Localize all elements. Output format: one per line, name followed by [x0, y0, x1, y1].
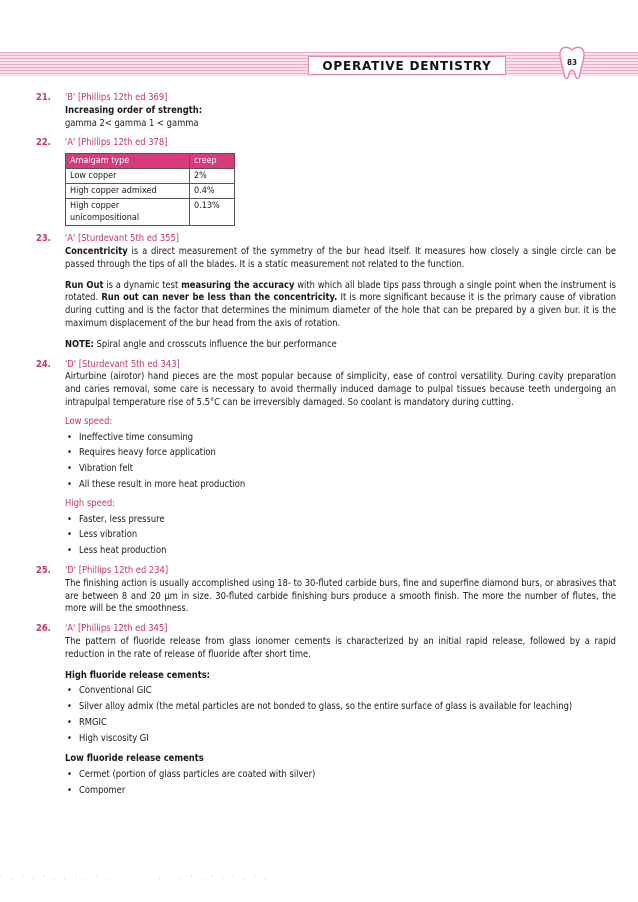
table-cell: High copper admixed: [66, 184, 190, 199]
table-cell: Low copper: [66, 169, 190, 184]
text: is a dynamic test: [103, 279, 182, 291]
list-item: • RMGIC: [65, 717, 638, 730]
answer-text: gamma 2< gamma 1 < gamma: [65, 117, 199, 129]
answer-reference: 'D' [Phillips 12th ed 234]: [65, 564, 169, 576]
scan-noise-dots: · . · . · . . · . · . · . · . . · . · . · . · . · .: [0, 872, 270, 881]
column-header: creep: [190, 154, 235, 169]
note-label: NOTE:: [65, 338, 94, 350]
list-item: • High viscosity GI: [65, 733, 638, 746]
text: is a direct measurement of the symmetry of the bur head itself. It measures how closely a single circle can be passed through the tips of all the blades. It is a static measurement not related to the function.: [65, 245, 616, 270]
text: with which all blade tips pass through a single point when the instrument is rotated.: [65, 279, 617, 304]
concentricity-paragraph: [65, 246, 638, 272]
list-item: • Faster, less pressure: [65, 514, 638, 527]
low-fluoride-label: Low fluoride release cements: [65, 753, 204, 765]
list-item: • All these result in more heat production: [65, 479, 638, 492]
answer-reference: 'D' [Sturdevant 5th ed 343]: [65, 358, 180, 370]
list-item: • Compomer: [65, 785, 638, 798]
finishing-paragraph: The finishing action is usually accomplished using 18- to 30-fluted carbide burs, fine and superfine diamond burs, or abrasives that are between 8 and 20 µm in size. 30-fluted carbide finishing burs produce a smooth finish. The more the number of flutes, the more will be the smoothness.: [65, 577, 616, 615]
question-26: [0, 623, 638, 798]
answer-reference: 'A' [Phillips 12th ed 345]: [65, 623, 168, 635]
list-item: • Less vibration: [65, 529, 638, 542]
list-item: • Silver alloy admix (the metal particles are not bonded to glass, so the entire surface of glass is available for leaching): [65, 701, 638, 714]
airturbine-paragraph: Airturbine (airotor) hand pieces are the most popular because of simplicity, ease of control versatility. During cavity preparation and caries removal, some care is necessary to avoid thermally induced damage to pulpal tissues because teeth undergoing an intrapulpal temperature rise of 5.5°C can be irreversibly damaged. So coolant is mandatory during cutting.: [65, 371, 616, 408]
list-item: • Less heat production: [65, 545, 638, 558]
low-speed-list: [65, 432, 638, 492]
page-number: 83: [566, 58, 577, 67]
table-cell: High copper unicompositional: [66, 199, 190, 226]
table-cell: 0.13%: [190, 199, 235, 226]
text: It is more significant because it is the primary cause of vibration during cutting and is the factor that determines the minimum diameter of the hole that can be prepared by a given bur. it is the maximum displacement of the bur head from the axis of rotation.: [65, 292, 616, 329]
note-paragraph: [65, 339, 638, 352]
table-cell: 0.4%: [190, 184, 235, 199]
low-fluoride-list: [65, 769, 638, 798]
list-item: • Ineffective time consuming: [65, 432, 638, 445]
emphasis: measuring the accuracy: [181, 279, 295, 291]
question-21: [0, 92, 638, 130]
question-24: [0, 359, 638, 558]
table-row: [66, 184, 235, 199]
list-item: • Requires heavy force application: [65, 447, 638, 460]
question-number: 24.: [36, 358, 51, 370]
question-25: [0, 565, 638, 616]
page-header: [0, 52, 638, 76]
list-item: • Cermet (portion of glass particles are coated with silver): [65, 769, 638, 782]
question-number: 22.: [36, 137, 51, 149]
question-number: 21.: [36, 92, 51, 103]
table-row: [66, 169, 235, 184]
low-speed-label: Low speed:: [65, 415, 113, 427]
term: Run Out: [65, 279, 104, 291]
high-speed-list: [65, 514, 638, 558]
section-title: OPERATIVE DENTISTRY: [308, 56, 506, 75]
table-header-row: [66, 154, 235, 169]
high-fluoride-list: [65, 685, 638, 745]
question-number: 23.: [36, 233, 51, 245]
high-fluoride-label: High fluoride release cements:: [65, 669, 211, 681]
emphasis: Run out can never be less than the concentricity.: [101, 292, 338, 304]
question-22: [0, 137, 638, 226]
list-item: • Conventional GIC: [65, 685, 638, 698]
answer-reference: 'A' [Sturdevant 5th ed 355]: [65, 233, 180, 245]
question-number: 25.: [36, 564, 51, 576]
list-item: • Vibration felt: [65, 463, 638, 476]
table-row: [66, 199, 235, 226]
table-cell: 2%: [190, 169, 235, 184]
term: Concentricity: [65, 245, 128, 257]
question-23: [0, 233, 638, 351]
answer-reference: 'B' [Phillips 12th ed 369]: [65, 92, 168, 103]
text: Spiral angle and crosscuts influence the bur performance: [93, 338, 337, 350]
answer-heading: Increasing order of strength:: [65, 104, 203, 116]
answer-reference: 'A' [Phillips 12th ed 378]: [65, 137, 168, 149]
amalgam-creep-table: [65, 153, 235, 226]
high-speed-label: High speed:: [65, 497, 115, 509]
question-number: 26.: [36, 623, 51, 635]
run-out-paragraph: [65, 280, 638, 331]
fluoride-paragraph: The pattern of fluoride release from glass ionomer cements is characterized by an initial rapid release, followed by a rapid reduction in the rate of release of fluoride after short time.: [65, 635, 616, 660]
column-header: Amalgam type: [66, 154, 190, 169]
page-content: [0, 92, 638, 805]
